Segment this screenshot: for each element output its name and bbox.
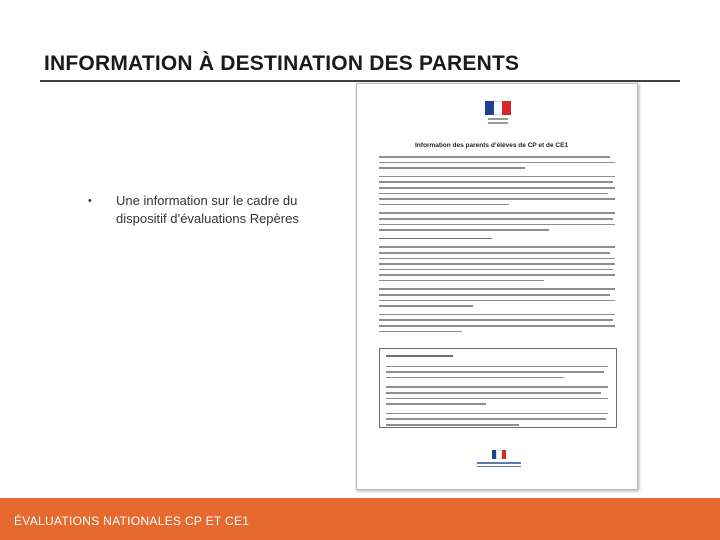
footer-bar — [0, 498, 720, 540]
republique-logo-icon — [485, 101, 511, 127]
bullet-text: Une information sur le cadre du dispositif d’évaluations Repères — [116, 193, 299, 226]
footer-text: ÉVALUATIONS NATIONALES CP ET CE1 — [14, 514, 250, 528]
slide-title: INFORMATION À DESTINATION DES PARENTS — [44, 52, 520, 75]
document-body-text — [379, 156, 615, 339]
ministry-footer-logo-icon — [469, 450, 529, 478]
title-divider — [40, 80, 680, 82]
document-preview — [356, 83, 638, 490]
document-info-box — [379, 348, 617, 428]
bullet-icon: • — [88, 195, 92, 207]
document-heading: Information des parents d’élèves de CP et de CE1 — [415, 142, 569, 149]
